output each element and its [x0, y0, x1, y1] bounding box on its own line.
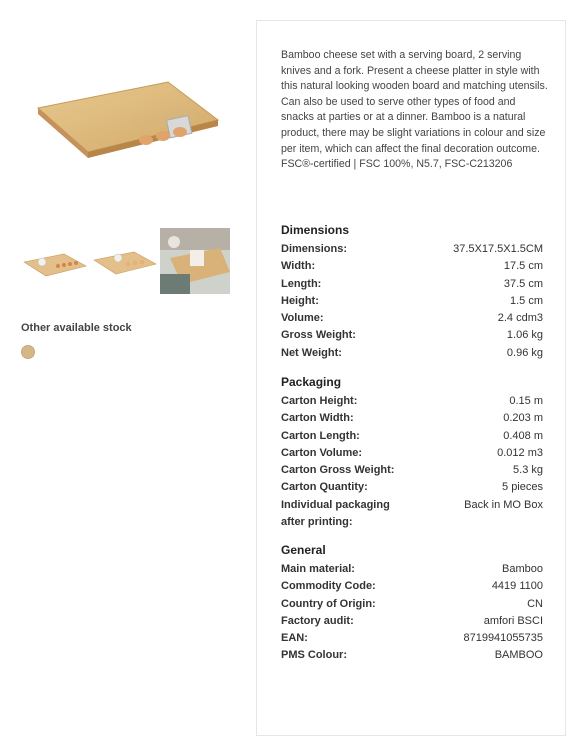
spec-key: Country of Origin: [281, 597, 376, 610]
spec-value: 0.408 m [503, 429, 543, 442]
spec-row [281, 561, 543, 578]
spec-value: 37.5X17.5X1.5CM [453, 243, 543, 255]
spec-value: 37.5 cm [503, 277, 543, 290]
spec-row [281, 345, 543, 362]
general-heading: General [281, 543, 326, 557]
spec-key: Commodity Code: [281, 580, 376, 593]
spec-value: 1.5 cm [509, 294, 543, 307]
thumbnail-1[interactable] [20, 228, 90, 294]
spec-key: Carton Quantity: [281, 481, 368, 494]
other-stock-title: Other available stock [21, 322, 132, 334]
spec-key: Carton Width: [281, 412, 354, 425]
product-gallery [0, 0, 255, 752]
spec-key: Volume: [281, 312, 324, 325]
general-section [281, 542, 543, 665]
packaging-heading: Packaging [281, 375, 342, 389]
spec-row [281, 293, 543, 310]
spec-value: 2.4 cdm3 [497, 312, 543, 325]
spec-value: 17.5 cm [503, 260, 543, 273]
spec-key: PMS Colour: [281, 649, 347, 662]
product-description: Bamboo cheese set with a serving board, 2 serving knives and a fork. Present a cheese platter in style with this natural looking wooden board and matching utensils. Can also be used to serve other types of food and snacks at parties or at a dinner. Bamboo is a natural product, there may be slight variations in colour and size per item, which can affect the final decoration outcome. FSC®-certified | FSC 100%, N5.7, FSC-C213206 [281, 49, 548, 171]
spec-value: Back in MO Box [464, 498, 543, 511]
spec-row [281, 462, 543, 479]
spec-key: Net Weight: [281, 346, 342, 359]
spec-row [281, 410, 543, 427]
spec-key: Individual packaging after printing: [281, 498, 390, 528]
dimensions-section [281, 222, 543, 362]
spec-row [281, 497, 543, 531]
spec-value: 5 pieces [502, 481, 543, 494]
bamboo-color-swatch[interactable] [21, 345, 35, 359]
thumbnail-3[interactable] [160, 228, 230, 294]
spec-row [281, 445, 543, 462]
spec-value: 8719941055735 [463, 632, 543, 645]
spec-row [281, 428, 543, 445]
spec-row [281, 310, 543, 327]
spec-value: 0.15 m [509, 395, 543, 407]
thumbnail-2[interactable] [90, 228, 160, 294]
spec-row [281, 241, 543, 258]
spec-key: Carton Height: [281, 395, 358, 407]
spec-value: 0.96 kg [506, 346, 543, 359]
spec-value: 5.3 kg [513, 464, 543, 477]
spec-key: Length: [281, 277, 322, 290]
spec-value: BAMBOO [494, 649, 543, 662]
product-info-panel [256, 20, 566, 736]
spec-value: 4419 1100 [491, 580, 543, 593]
spec-value: 0.012 m3 [497, 446, 543, 459]
spec-row [281, 276, 543, 293]
spec-row [281, 613, 543, 630]
spec-key: Width: [281, 260, 316, 273]
spec-key: Main material: [281, 563, 355, 575]
spec-row [281, 647, 543, 664]
spec-key: Carton Length: [281, 429, 360, 442]
spec-row [281, 479, 543, 496]
dimensions-heading: Dimensions [281, 223, 350, 237]
spec-row [281, 578, 543, 595]
spec-value: 0.203 m [503, 412, 543, 425]
spec-value: amfori BSCI [483, 614, 543, 627]
spec-key: Factory audit: [281, 614, 354, 627]
spec-value: 1.06 kg [506, 329, 543, 342]
spec-row [281, 258, 543, 275]
packaging-section [281, 374, 543, 531]
spec-key: Carton Volume: [281, 446, 363, 459]
spec-key: Gross Weight: [281, 329, 356, 342]
spec-key: Dimensions: [281, 243, 348, 255]
spec-key: Carton Gross Weight: [281, 464, 395, 477]
spec-value: Bamboo [502, 563, 543, 575]
spec-value: CN [527, 597, 543, 610]
spec-row [281, 393, 543, 410]
spec-row [281, 596, 543, 613]
spec-key: EAN: [281, 632, 308, 645]
spec-row [281, 630, 543, 647]
main-product-image[interactable] [18, 60, 228, 190]
spec-key: Height: [281, 294, 319, 307]
spec-row [281, 327, 543, 344]
